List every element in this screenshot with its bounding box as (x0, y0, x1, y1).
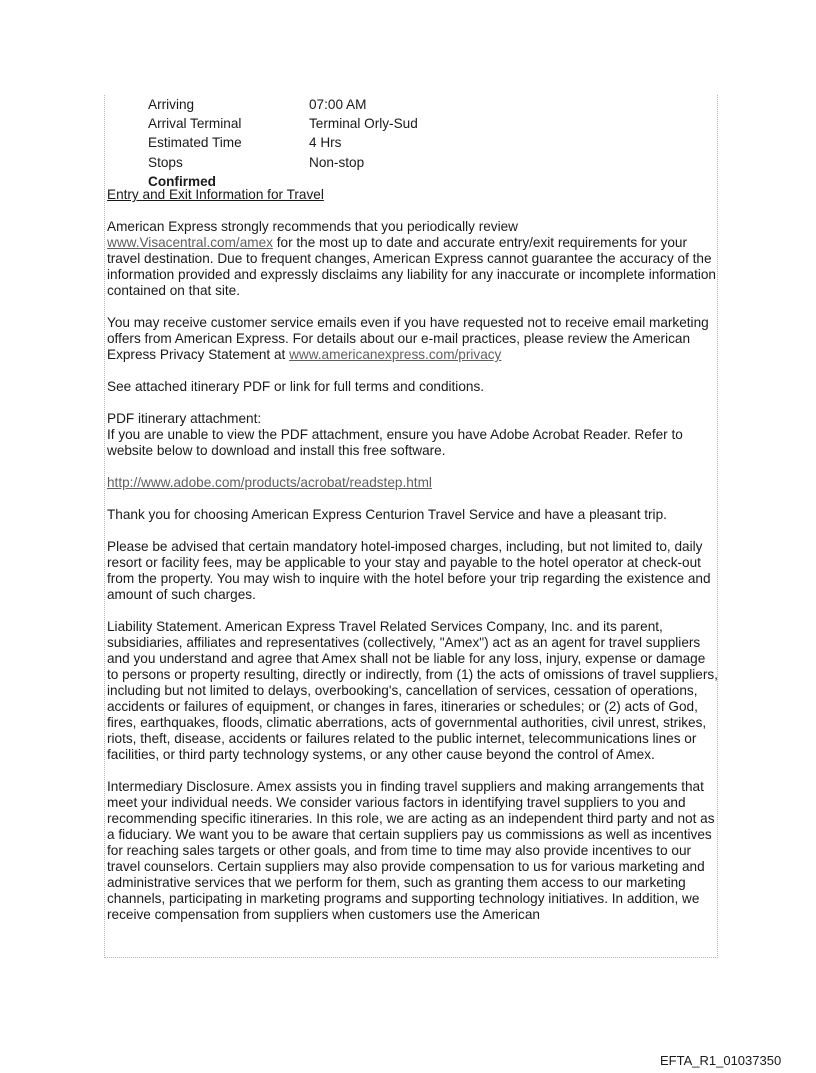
entry-exit-heading: Entry and Exit Information for Travel (107, 187, 324, 202)
privacy-link[interactable]: www.americanexpress.com/privacy (289, 347, 502, 362)
adobe-link[interactable]: http://www.adobe.com/products/acrobat/readstep.html (107, 475, 432, 490)
arriving-row (148, 95, 418, 114)
entry-exit-text-start: American Express strongly recommends that you periodically review (107, 219, 518, 234)
intermediary-disclosure: Intermediary Disclosure. Amex assists you in finding travel suppliers and making arrangements that meet your individual needs. We consider various factors in identifying travel suppliers to you and recommending specific itineraries. In this role, we are acting as an independent third party and not as a fiduciary. We want you to be aware that certain suppliers pay us commissions as well as incentives for reaching sales targets or other goals, and from time to time may also provide incentives to our travel counselors. Certain suppliers may also provide compensation to us for various marketing and administrative services that we perform for them, such as granting them access to our marketing channels, participating in marketing programs and supporting technology initiatives. In addition, we receive compensation from suppliers when customers use the American (107, 779, 715, 922)
estimated-time-label: Estimated Time (148, 135, 242, 151)
document-id: EFTA_R1_01037350 (660, 1053, 782, 1068)
stops-label: Stops (148, 154, 183, 170)
arrival-terminal-value: Terminal Orly-Sud (309, 116, 418, 132)
privacy-text: You may receive customer service emails even if you have requested not to receive email marketing offers from American Express. For details about our e-mail practices, please review the American Express Privacy Statement at (107, 315, 709, 362)
itinerary-note: See attached itinerary PDF or link for full terms and conditions. (107, 379, 485, 394)
entry-exit-section (107, 187, 719, 299)
liability-statement: Liability Statement. American Express Travel Related Services Company, Inc. and its parent, subsidiaries, affiliates and representatives (collectively, "Amex") act as an agent for travel suppliers and you understand and agree that Amex shall not be liable for any loss, injury, expense or damage to persons or property resulting, directly or indirectly, from (1) the acts of omissions of travel suppliers, including but not limited to delays, overbooking's, cancellation of services, cessation of operations, accidents or failures of equipment, or changes in fares, itineraries or schedules; or (2) acts of God, fires, earthquakes, floods, climatic aberrations, acts of governmental authorities, civil unrest, strikes, riots, theft, disease, accidents or failures related to the public internet, telecommunications lines or facilities, or third party technology systems, or any other cause beyond the control of Amex. (107, 619, 718, 762)
booking-status: Confirmed (148, 173, 216, 189)
hotel-charges-notice: Please be advised that certain mandatory hotel-imposed charges, including, but not limited to, daily resort or facility fees, may be applicable to your stay and payable to the hotel operator at check-out from the property. You may wish to inquire with the hotel before your trip regarding the existence and amount of such charges. (107, 539, 711, 602)
pdf-section (107, 411, 719, 459)
stops-row (148, 153, 418, 172)
thanks-message: Thank you for choosing American Express Centurion Travel Service and have a pleasant trip. (107, 507, 667, 522)
pdf-text: If you are unable to view the PDF attachment, ensure you have Adobe Acrobat Reader. Refer to website below to download and install this free software. (107, 427, 683, 458)
pdf-heading: PDF itinerary attachment: (107, 411, 262, 426)
flight-details (148, 95, 418, 191)
arrival-terminal-label: Arrival Terminal (148, 116, 242, 132)
privacy-paragraph (107, 315, 719, 363)
arrival-terminal-row (148, 114, 418, 133)
visacentral-link[interactable]: www.Visacentral.com/amex (107, 235, 273, 250)
estimated-time-row (148, 133, 418, 152)
estimated-time-value: 4 Hrs (309, 135, 342, 151)
email-body (107, 187, 719, 939)
arriving-label: Arriving (148, 97, 195, 112)
stops-value: Non-stop (309, 154, 365, 170)
entry-exit-text-end: for the most up to date and accurate entry/exit requirements for your travel destination. Due to frequent changes, American Express cannot guarantee the accuracy of the information provided and expressly disclaims any liability for any inaccurate or incomplete information contained on that site. (107, 235, 716, 298)
arriving-value: 07:00 AM (309, 97, 367, 112)
adobe-link-paragraph (107, 475, 719, 491)
